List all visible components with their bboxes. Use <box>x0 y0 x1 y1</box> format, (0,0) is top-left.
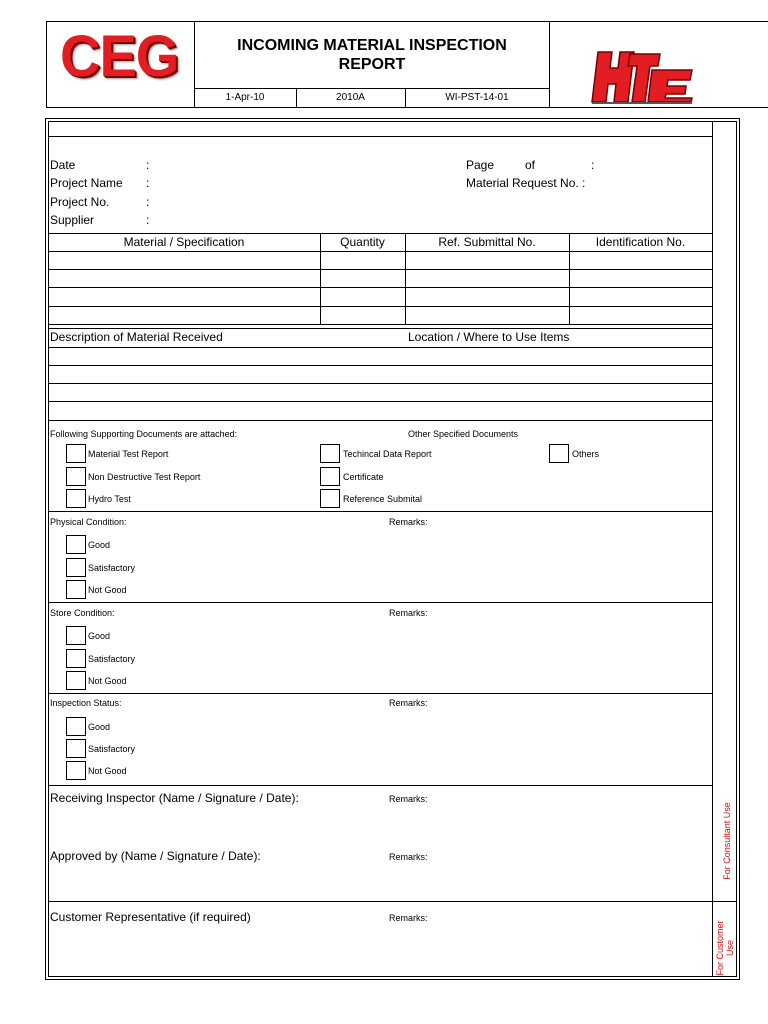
col-identification: Identification No. <box>595 235 686 249</box>
project-no-label: Project No. <box>50 195 110 209</box>
supplier-label: Supplier <box>50 213 95 227</box>
col-material-spec: Material / Specification <box>123 235 245 249</box>
header-revision: 2010A <box>336 92 365 103</box>
report-title-line2: REPORT <box>338 56 406 73</box>
material-test-report-checkbox[interactable] <box>66 444 86 463</box>
physical-good-checkbox[interactable] <box>66 535 86 554</box>
page-of-label: of <box>525 158 536 172</box>
reference-submital-label: Reference Submital <box>343 494 423 504</box>
approved-by-label: Approved by (Name / Signature / Date): <box>50 849 261 863</box>
inspection-status-label: Inspection Status: <box>50 698 122 708</box>
physical-remarks-label: Remarks: <box>389 517 428 527</box>
for-customer-line2: Use <box>725 940 735 957</box>
customer-remarks-label: Remarks: <box>389 913 428 923</box>
for-customer-line1: For Customer <box>715 920 725 976</box>
store-satisfactory-checkbox[interactable] <box>66 649 86 668</box>
physical-satisfactory-label: Satisfactory <box>88 563 136 573</box>
col-quantity: Quantity <box>340 235 385 249</box>
project-no-colon: : <box>146 195 150 209</box>
description-label: Description of Material Received <box>50 330 223 344</box>
technical-data-report-label: Techincal Data Report <box>343 449 432 459</box>
inspection-satisfactory-label: Satisfactory <box>88 744 136 754</box>
ndt-report-checkbox[interactable] <box>66 467 86 486</box>
supplier-colon: : <box>146 213 150 227</box>
page-colon: : <box>591 158 595 172</box>
hydro-test-checkbox[interactable] <box>66 489 86 508</box>
store-satisfactory-label: Satisfactory <box>88 654 136 664</box>
certificate-checkbox[interactable] <box>320 467 340 486</box>
header-date: 1-Apr-10 <box>225 92 265 103</box>
store-not-good-label: Not Good <box>88 676 127 686</box>
receiving-inspector-label: Receiving Inspector (Name / Signature / Date): <box>50 791 299 805</box>
others-label: Others <box>572 449 600 459</box>
for-consultant-use-label: For Consultant Use <box>722 802 732 880</box>
physical-not-good-checkbox[interactable] <box>66 580 86 599</box>
page-label: Page <box>466 158 495 172</box>
inspection-remarks-label: Remarks: <box>389 698 428 708</box>
inspection-good-label: Good <box>88 722 111 732</box>
date-label: Date <box>50 158 76 172</box>
other-documents-heading: Other Specified Documents <box>408 429 519 439</box>
material-test-report-label: Material Test Report <box>88 449 169 459</box>
documents-heading: Following Supporting Documents are attached: <box>50 429 238 439</box>
store-good-label: Good <box>88 631 111 641</box>
store-remarks-label: Remarks: <box>389 608 428 618</box>
reference-submital-checkbox[interactable] <box>320 489 340 508</box>
physical-not-good-label: Not Good <box>88 585 127 595</box>
inspection-not-good-label: Not Good <box>88 766 127 776</box>
approved-remarks-label: Remarks: <box>389 852 428 862</box>
project-name-colon: : <box>146 176 150 190</box>
hydro-test-label: Hydro Test <box>88 494 131 504</box>
material-request-label: Material Request No. : <box>466 176 586 190</box>
ndt-report-label: Non Destructive Test Report <box>88 472 201 482</box>
date-colon: : <box>146 158 150 172</box>
report-title <box>196 36 548 74</box>
partner-logo <box>588 40 700 104</box>
certificate-label: Certificate <box>343 472 384 482</box>
inspection-satisfactory-checkbox[interactable] <box>66 739 86 758</box>
physical-satisfactory-checkbox[interactable] <box>66 558 86 577</box>
col-ref-submittal: Ref. Submittal No. <box>438 235 536 249</box>
customer-representative-label: Customer Representative (if required) <box>50 910 251 924</box>
store-good-checkbox[interactable] <box>66 626 86 645</box>
store-not-good-checkbox[interactable] <box>66 671 86 690</box>
header-doc-number: WI-PST-14-01 <box>445 92 509 103</box>
inspection-good-checkbox[interactable] <box>66 717 86 736</box>
for-customer-use-label <box>715 920 735 976</box>
project-name-label: Project Name <box>50 176 123 190</box>
others-checkbox[interactable] <box>549 444 569 463</box>
inspection-not-good-checkbox[interactable] <box>66 761 86 780</box>
physical-good-label: Good <box>88 540 111 550</box>
technical-data-report-checkbox[interactable] <box>320 444 340 463</box>
report-title-line1: INCOMING MATERIAL INSPECTION <box>237 37 507 54</box>
receiving-remarks-label: Remarks: <box>389 794 428 804</box>
store-condition-label: Store Condition: <box>50 608 115 618</box>
company-logo: CEG <box>60 22 179 89</box>
location-label: Location / Where to Use Items <box>408 330 570 344</box>
physical-condition-label: Physical Condition: <box>50 517 127 527</box>
partner-logo-text: HTE <box>588 40 590 41</box>
